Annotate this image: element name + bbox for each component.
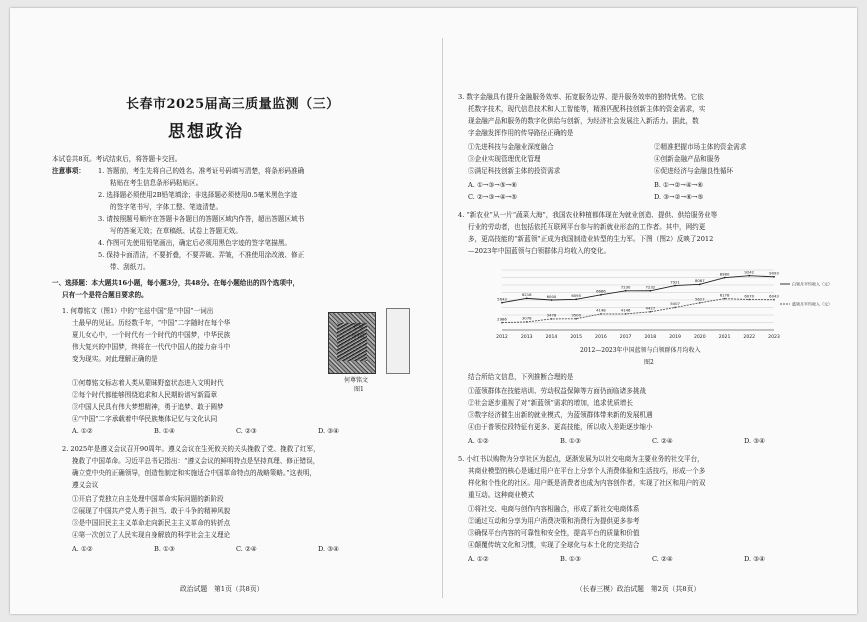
q1-option: ④“中国”二字承载着中华民族集体记忆与文化认同 (72, 415, 218, 423)
data-label: 8087 (694, 278, 705, 284)
data-point (625, 313, 627, 315)
data-point (773, 276, 775, 278)
note-line: 2. 选择题必须使用2B铅笔填涂；非选择题必须使用0.5毫米黑色字迹 (98, 191, 298, 199)
legend-label: 白领月平均收入（元） (792, 281, 832, 287)
data-point (674, 285, 676, 287)
data-point (773, 299, 775, 301)
q2-choice-a: A. ①② (72, 545, 93, 553)
data-point (674, 307, 676, 309)
data-label: 5643 (497, 296, 507, 302)
q5-option: ②通过互动和分享为用户消费决策和消费行为提供更多参考 (468, 517, 640, 525)
data-label: 8980 (719, 271, 730, 277)
data-point (724, 277, 726, 279)
q5-option: ③确保平台内容的可靠性和安全性，提高平台的质量和价值 (468, 529, 640, 537)
x-tick-label: 2016 (595, 335, 607, 340)
q2-option: ①开启了党独立自主处理中国革命实际问题的新阶段 (72, 495, 224, 503)
page-2-footer: （长春三模）政治试题 第2页（共8页） (576, 585, 701, 593)
exam-sheet (10, 8, 857, 614)
x-tick-label: 2023 (768, 335, 780, 340)
note-line: 1. 答题前，考生先将自己的姓名、准考证号码填写清楚，将条形码准确 (98, 167, 305, 175)
fig1-inscription: 中国 (352, 333, 365, 340)
x-tick-label: 2018 (644, 335, 657, 340)
data-label: 6178 (719, 292, 730, 298)
x-tick-label: 2015 (570, 335, 583, 340)
q4-choice-d: D. ③④ (744, 437, 766, 445)
q3-choice-d: D. ③→②→⑥→⑤ (654, 193, 704, 201)
data-label: 9093 (769, 270, 779, 276)
q2-line: 确立党中央的正确领导，创造性制定和实施适合中国革命特点的战略策略。”这表明， (72, 469, 317, 477)
q3-choice-c: C. ②→③→④→⑤ (468, 193, 518, 201)
series-line (502, 276, 774, 303)
page-1 (10, 8, 438, 614)
q4-option: ①蓝领群体在技能培训、劳动权益保障等方面仍面临诸多挑战 (468, 387, 647, 395)
x-tick-label: 2022 (743, 335, 756, 340)
q5-choice-b: B. ①③ (560, 555, 581, 563)
q1-line: 土最早的见证。历经数千年，“中国”二字随时在每个华 (72, 319, 231, 327)
q5-option: ④颠覆传统文化和习惯，实现了全球化与本土化的完美结合 (468, 541, 640, 549)
x-tick-label: 2021 (718, 335, 731, 340)
q5-choice-a: A. ①② (468, 555, 489, 563)
q3-line: 托数字技术，现代信息技术和人工智能等，精准匹配科技创新主体的资金需求，实 (468, 105, 706, 113)
data-point (551, 318, 553, 320)
q4-line: 行业的劳动者，也包括依托互联网平台参与的新就业形态的工作者。其中，网约更 (468, 223, 706, 231)
data-point (526, 297, 528, 299)
exam-title: 长春市2025届高三质量监测（三） (126, 97, 340, 112)
q2-line: 挽救了中国革命。习近平总书记指出：“遵义会议的鲜明特点是坚持真理、修正错误， (72, 457, 320, 465)
fig1-caption: 何尊铭文 (344, 377, 369, 384)
data-label: 3478 (546, 312, 557, 318)
q5-line: 样化和个性化的社区。用户既是消费者也成为内容创作者，实现了社区和用户的双 (468, 479, 706, 487)
q1-choice-a: A. ①② (72, 427, 93, 435)
data-point (526, 321, 528, 323)
data-label: 5007 (670, 301, 680, 307)
x-tick-label: 2017 (619, 335, 632, 340)
q4-line: —2023年中国蓝领与白领群体月均收入的变化。 (468, 247, 611, 255)
data-point (625, 290, 627, 292)
income-line-chart (484, 264, 834, 342)
intro-text: 本试卷共8页。考试结束后，将答题卡交回。 (52, 155, 182, 163)
note-line: 粘贴在考生信息条形码粘贴区。 (110, 179, 203, 187)
fig1-label: 图1 (354, 386, 364, 393)
q1-option: ①何尊铭文标志着人类从蒙昧野蛮状态进入文明时代 (72, 379, 224, 387)
data-point (748, 275, 750, 277)
q2-option: ④第一次创立了人民实现自身解放的科学社会主义理论 (72, 531, 231, 539)
q2-line: 2. 2025年是遵义会议召开90周年。遵义会议在生死攸关的关头挽救了党、挽救了红军， (62, 445, 320, 453)
q3-choice-a: A. ①→③→⑤→⑥ (468, 181, 518, 189)
page-divider (442, 38, 443, 598)
q4-option: ②社会逐步重视了对“新蓝领”需求的增加，追求优质增长 (468, 399, 633, 407)
q1-line: 夏儿女心中，一个时代有一个时代的中国梦，中华民族 (72, 331, 231, 339)
data-point (699, 283, 701, 285)
q3-option: ⑥促进经济与金融良性循环 (654, 167, 734, 175)
data-point (724, 298, 726, 300)
data-label: 4148 (596, 307, 606, 313)
data-label: 6070 (744, 293, 755, 299)
chart-caption: 2012—2023年中国蓝领与白领群体月均收入 (580, 347, 701, 354)
data-label: 3078 (521, 315, 532, 321)
legend-label: 蓝领月平均收入（元） (792, 301, 832, 307)
x-tick-label: 2013 (520, 335, 533, 340)
q1-option: ③中国人民具有伟大梦想精神，勇于追梦、敢于圆梦 (72, 403, 224, 411)
q4-stem: 结合所给文信息，下列推断合理的是 (468, 373, 574, 381)
data-label: 2986 (497, 316, 507, 322)
q1-line: 变为现实。对此理解正确的是 (72, 355, 158, 363)
q4-choice-a: A. ①② (468, 437, 489, 445)
q2-choice-b: B. ①③ (154, 545, 175, 553)
q4-option: ③数字经济催生出新的就业模式，为蓝领群体带来新的发展机遇 (468, 411, 653, 419)
data-label: 6686 (596, 288, 606, 294)
data-label: 4427 (645, 305, 656, 311)
q1-choice-c: C. ②③ (236, 427, 257, 435)
data-point (501, 302, 503, 304)
q3-line: 现金融产品和服务的数字化供给与创新，为经济社会发展注入新活力。据此，数 (468, 117, 699, 125)
note-line: 5. 保持卡面清洁，不要折叠，不要弄破、弄皱，不准使用涂改液、修正 (98, 251, 305, 259)
q1-choice-d: D. ③④ (318, 427, 340, 435)
data-point (649, 290, 651, 292)
note-line: 4. 作图可先使用铅笔画出，确定后必须用黑色字迹的签字笔描黑。 (98, 239, 292, 247)
data-label: 6218 (521, 292, 532, 298)
subject-title: 思想政治 (168, 122, 244, 142)
data-point (600, 294, 602, 296)
q5-choice-c: C. ②④ (652, 555, 673, 563)
q3-choice-b: B. ①→②→④→⑥ (654, 181, 704, 189)
q2-line: 遵义会议 (72, 481, 99, 489)
q4-option: ④由于普领位段特征有更多、更高技能，所以收入差距逐步缩小 (468, 423, 653, 431)
note-line: 3. 请按照题号顺序在答题卡各题目的答题区域内作答，超出答题区域书 (98, 215, 305, 223)
data-label: 7921 (670, 279, 680, 285)
data-label: 7232 (645, 284, 656, 290)
data-label: 4146 (620, 307, 631, 313)
data-label: 3500 (571, 312, 582, 318)
note-line: 写的答案无效；在草稿纸、试卷上答题无效。 (110, 227, 242, 235)
q4-choice-c: C. ②④ (652, 437, 673, 445)
note-line: 带、刮纸刀。 (110, 263, 150, 271)
q3-option: ④创新金融产品和服务 (654, 155, 720, 163)
q1-line: 伟大复兴的中国梦，终将在一代代中国人的接力奋斗中 (72, 343, 231, 351)
data-point (575, 318, 577, 320)
x-tick-label: 2019 (669, 335, 681, 340)
x-tick-label: 2012 (496, 335, 508, 340)
page-1-footer: 政治试题 第1页（共8页） (180, 585, 264, 593)
data-point (748, 299, 750, 301)
section-1-heading-2: 只有一个是符合题目要求的。 (62, 291, 148, 299)
q5-line: 5. 小红书以购物为分享社区为起点，逐渐发展为以社交电商为主要业务的社交平台， (458, 455, 704, 463)
data-label: 5627 (694, 296, 705, 302)
fig2-label: 图2 (644, 359, 654, 366)
q1-choice-b: B. ①④ (154, 427, 175, 435)
q3-line: 字金融发挥作用的传导路径正确的是 (468, 129, 574, 137)
q5-line: 其商业模型的核心是通过用户在平台上分享个人消费体验和生活技巧，形成一个多 (468, 467, 706, 475)
q2-option: ②展现了中国共产党人勇于担当、敢于斗争的精神风貌 (72, 507, 231, 515)
q3-option: ⑤满足科技创新主体的投资需求 (468, 167, 561, 175)
data-point (649, 311, 651, 313)
data-point (551, 299, 553, 301)
data-label: 6095 (571, 293, 582, 299)
q1-option: ②每个时代都能够围绕追求和人民期盼谱写新篇章 (72, 391, 218, 399)
data-label: 7230 (620, 284, 631, 290)
data-point (699, 302, 701, 304)
data-point (600, 313, 602, 315)
q3-line: 3. 数字金融具有提升金融服务效率、拓宽服务边界、提升服务效率的独特优势。它依 (458, 93, 704, 101)
inscription-rubbing-image (386, 308, 410, 374)
data-label: 6000 (546, 293, 557, 299)
section-1-heading: 一、选择题：本大题共16小题，每小题3分，共48分。在每小题给出的四个选项中， (52, 279, 300, 287)
data-point (501, 322, 503, 324)
data-label: 6043 (769, 293, 779, 299)
x-tick-label: 2020 (693, 335, 706, 340)
data-point (575, 298, 577, 300)
q3-option: ③企业实现管理优化管理 (468, 155, 541, 163)
bronze-vessel-image (328, 312, 376, 374)
q2-choice-d: D. ③④ (318, 545, 340, 553)
q5-option: ①将社交、电商与创作内容相融合，形成了新社交电商体系 (468, 505, 640, 513)
fig1-inscription: 宅兹 (352, 323, 365, 330)
q3-option: ①先进科技与金融业深度融合 (468, 143, 554, 151)
q4-choice-b: B. ①③ (560, 437, 581, 445)
q5-choice-d: D. ③④ (744, 555, 766, 563)
page-2 (448, 8, 854, 614)
q3-option: ②精准把握市场主体的资金需求 (654, 143, 747, 151)
q4-line: 多，更高技能的“新蓝领”正成为我国制造业转型的生力军。下图（图2）反映了2012 (468, 235, 714, 243)
q1-line: 1. 何尊铭文（图1）中的“宅兹中国”是“中国”一词出 (62, 307, 214, 315)
data-label: 9242 (744, 269, 755, 275)
q2-option: ③是中国旧民主主义革命走向新民主主义革命的转折点 (72, 519, 231, 527)
x-tick-label: 2014 (545, 335, 558, 340)
note-line: 的签字笔书写，字体工整、笔迹清楚。 (110, 203, 223, 211)
q5-line: 重互动。这种商业模式 (468, 491, 534, 499)
q2-choice-c: C. ②④ (236, 545, 257, 553)
notes-label: 注意事项： (52, 167, 85, 175)
q4-line: 4. “新农业”从一片“蔬菜大海”，我国农业种植都体现在为就业创造、提供、供给服务业等 (458, 211, 718, 219)
